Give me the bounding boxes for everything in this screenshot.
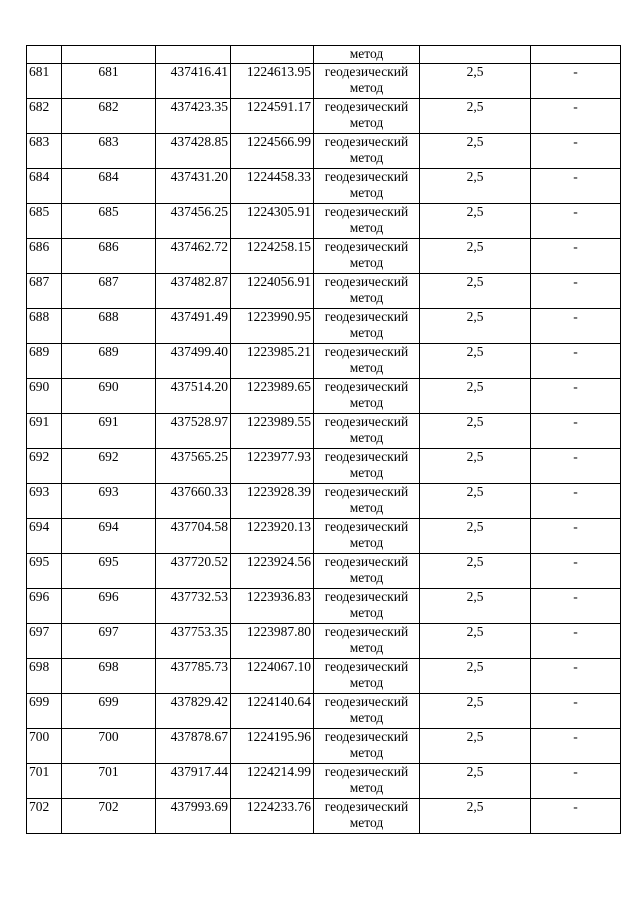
cell-x: 437753.35: [156, 624, 231, 659]
cell-point: 688: [62, 309, 156, 344]
cell-y: 1223985.21: [231, 344, 314, 379]
table-row: [27, 554, 621, 589]
cell-num: 689: [27, 344, 62, 379]
cell-extra: -: [531, 99, 621, 134]
table-row: [27, 624, 621, 659]
cell-y: 1223989.65: [231, 379, 314, 414]
cell-num: 693: [27, 484, 62, 519]
cell-method: [314, 204, 420, 239]
method-line-2: метод: [349, 780, 384, 795]
cell-point: 685: [62, 204, 156, 239]
cell-x: 437720.52: [156, 554, 231, 589]
cell-extra: -: [531, 309, 621, 344]
cell-extra: -: [531, 624, 621, 659]
method-line-1: геодезический: [324, 239, 409, 254]
cell-accuracy: 2,5: [420, 99, 531, 134]
cell-method: [314, 99, 420, 134]
cell-accuracy: 2,5: [420, 799, 531, 834]
cell-point: 698: [62, 659, 156, 694]
method-line-1: геодезический: [324, 659, 409, 674]
cell-extra: -: [531, 554, 621, 589]
table-row: [27, 344, 621, 379]
cell-method: [314, 694, 420, 729]
cell-x: 437431.20: [156, 169, 231, 204]
cell-y: 1224566.99: [231, 134, 314, 169]
cell-extra: -: [531, 414, 621, 449]
cell-y: 1223928.39: [231, 484, 314, 519]
cell-y: 1224305.91: [231, 204, 314, 239]
cell-num: 690: [27, 379, 62, 414]
cell-num: 698: [27, 659, 62, 694]
coordinates-table: [26, 45, 621, 834]
cell-x: 437785.73: [156, 659, 231, 694]
cell-y: 1224613.95: [231, 64, 314, 99]
cell-accuracy: 2,5: [420, 64, 531, 99]
cell-method: [314, 449, 420, 484]
cell-extra: -: [531, 204, 621, 239]
cell-accuracy: 2,5: [420, 344, 531, 379]
cell-point: 702: [62, 799, 156, 834]
cell-x: 437732.53: [156, 589, 231, 624]
cell-point: 683: [62, 134, 156, 169]
method-line-1: геодезический: [324, 449, 409, 464]
cell-accuracy: 2,5: [420, 589, 531, 624]
cell-accuracy: 2,5: [420, 519, 531, 554]
method-line-1: геодезический: [324, 204, 409, 219]
cell-point: 701: [62, 764, 156, 799]
cell-accuracy: 2,5: [420, 309, 531, 344]
cell-extra: -: [531, 799, 621, 834]
cell-num: 682: [27, 99, 62, 134]
cell-x: 437456.25: [156, 204, 231, 239]
method-line-1: геодезический: [324, 169, 409, 184]
cell-extra: -: [531, 64, 621, 99]
cell-y: 1224458.33: [231, 169, 314, 204]
cell-num: 700: [27, 729, 62, 764]
cell-x: 437491.49: [156, 309, 231, 344]
method-line-1: геодезический: [324, 64, 409, 79]
cell-num: 702: [27, 799, 62, 834]
cell-accuracy: 2,5: [420, 379, 531, 414]
cell-num: 694: [27, 519, 62, 554]
cell-extra: -: [531, 484, 621, 519]
cell-accuracy: 2,5: [420, 659, 531, 694]
cell-method: [314, 624, 420, 659]
method-line-2: метод: [349, 185, 384, 200]
cell-x: 437423.35: [156, 99, 231, 134]
table-row: [27, 414, 621, 449]
cell-accuracy: 2,5: [420, 414, 531, 449]
table-row: [27, 379, 621, 414]
method-line-1: геодезический: [324, 694, 409, 709]
cell-x: 437829.42: [156, 694, 231, 729]
method-line-1: геодезический: [324, 99, 409, 114]
table-row: [27, 729, 621, 764]
cell-accuracy: 2,5: [420, 134, 531, 169]
cell-extra: -: [531, 169, 621, 204]
cell-point: 692: [62, 449, 156, 484]
cell-y: 1224140.64: [231, 694, 314, 729]
method-line-2: метод: [349, 815, 384, 830]
cell-y: 1224195.96: [231, 729, 314, 764]
method-line-2: метод: [349, 150, 384, 165]
table-row: [27, 99, 621, 134]
cell-extra: -: [531, 379, 621, 414]
cell-accuracy: 2,5: [420, 729, 531, 764]
cell-num: 685: [27, 204, 62, 239]
table-row: [27, 764, 621, 799]
cell-extra: -: [531, 659, 621, 694]
cell-x: 437565.25: [156, 449, 231, 484]
cell-num: 681: [27, 64, 62, 99]
cell-method: [314, 344, 420, 379]
table-row: [27, 519, 621, 554]
cell-method: [314, 379, 420, 414]
method-line-1: геодезический: [324, 414, 409, 429]
cell-accuracy: 2,5: [420, 204, 531, 239]
cell-method: [314, 484, 420, 519]
cell-num: 701: [27, 764, 62, 799]
method-line-2: метод: [349, 395, 384, 410]
cell-y: 1224233.76: [231, 799, 314, 834]
cell-method: [314, 414, 420, 449]
method-line-1: геодезический: [324, 484, 409, 499]
cell-accuracy: 2,5: [420, 764, 531, 799]
cell-point: 700: [62, 729, 156, 764]
cell-method: [314, 659, 420, 694]
cell-x: 437704.58: [156, 519, 231, 554]
cell-extra: -: [531, 764, 621, 799]
cell-y: 1223936.83: [231, 589, 314, 624]
cell-num: 697: [27, 624, 62, 659]
cell-x: 437499.40: [156, 344, 231, 379]
method-line-1: геодезический: [324, 624, 409, 639]
cell-num: 683: [27, 134, 62, 169]
cell-extra: -: [531, 239, 621, 274]
cell-num: 696: [27, 589, 62, 624]
cell-extra: -: [531, 344, 621, 379]
cell-x: 437528.97: [156, 414, 231, 449]
method-line-2: метод: [349, 430, 384, 445]
cell-y: 1223977.93: [231, 449, 314, 484]
cell-point: 691: [62, 414, 156, 449]
cell-num: 695: [27, 554, 62, 589]
cell-point: 690: [62, 379, 156, 414]
cell-point: 689: [62, 344, 156, 379]
cell-x: 437514.20: [156, 379, 231, 414]
cell-x: 437878.67: [156, 729, 231, 764]
cell-y: 1223924.56: [231, 554, 314, 589]
table-row: [27, 694, 621, 729]
cell-accuracy: [420, 46, 531, 64]
method-line-2: метод: [349, 640, 384, 655]
cell-point: 695: [62, 554, 156, 589]
cell-extra: -: [531, 274, 621, 309]
method-line-2: метод: [349, 500, 384, 515]
cell-method: [314, 169, 420, 204]
method-line-2: метод: [349, 255, 384, 270]
cell-y: 1223990.95: [231, 309, 314, 344]
cell-accuracy: 2,5: [420, 694, 531, 729]
cell-point: 686: [62, 239, 156, 274]
cell-num: 686: [27, 239, 62, 274]
method-line-1: геодезический: [324, 554, 409, 569]
cell-method: метод: [314, 46, 420, 64]
cell-method: [314, 799, 420, 834]
cell-point: 699: [62, 694, 156, 729]
cell-method: [314, 134, 420, 169]
cell-y: 1224591.17: [231, 99, 314, 134]
cell-accuracy: 2,5: [420, 484, 531, 519]
cell-num: [27, 46, 62, 64]
cell-y: 1224067.10: [231, 659, 314, 694]
method-line-1: геодезический: [324, 344, 409, 359]
cell-x: 437660.33: [156, 484, 231, 519]
cell-extra: -: [531, 589, 621, 624]
method-line-1: геодезический: [324, 589, 409, 604]
cell-point: 681: [62, 64, 156, 99]
method-line-2: метод: [349, 220, 384, 235]
cell-accuracy: 2,5: [420, 624, 531, 659]
method-line-2: метод: [349, 325, 384, 340]
table-row: [27, 64, 621, 99]
method-line-2: метод: [349, 80, 384, 95]
method-line-2: метод: [349, 465, 384, 480]
cell-num: 687: [27, 274, 62, 309]
table-row: [27, 309, 621, 344]
method-line-1: геодезический: [324, 729, 409, 744]
cell-point: 682: [62, 99, 156, 134]
method-line-1: геодезический: [324, 764, 409, 779]
cell-point: 693: [62, 484, 156, 519]
cell-point: 694: [62, 519, 156, 554]
cell-y: 1223920.13: [231, 519, 314, 554]
method-line-1: геодезический: [324, 379, 409, 394]
cell-y: 1224258.15: [231, 239, 314, 274]
cell-method: [314, 554, 420, 589]
cell-method: [314, 729, 420, 764]
method-line-1: геодезический: [324, 309, 409, 324]
table-row: [27, 274, 621, 309]
method-line-2: метод: [349, 535, 384, 550]
continuation-row: [27, 46, 621, 64]
cell-point: 687: [62, 274, 156, 309]
cell-y: 1224056.91: [231, 274, 314, 309]
cell-method: [314, 274, 420, 309]
cell-extra: -: [531, 729, 621, 764]
cell-y: 1223987.80: [231, 624, 314, 659]
cell-point: [62, 46, 156, 64]
cell-y: [231, 46, 314, 64]
cell-num: 684: [27, 169, 62, 204]
cell-point: 696: [62, 589, 156, 624]
method-line-2: метод: [349, 710, 384, 725]
cell-method: [314, 764, 420, 799]
table-row: [27, 169, 621, 204]
cell-extra: -: [531, 694, 621, 729]
method-line-1: геодезический: [324, 799, 409, 814]
cell-y: 1224214.99: [231, 764, 314, 799]
cell-x: 437416.41: [156, 64, 231, 99]
cell-extra: -: [531, 519, 621, 554]
cell-x: 437462.72: [156, 239, 231, 274]
cell-x: 437428.85: [156, 134, 231, 169]
cell-extra: -: [531, 449, 621, 484]
cell-extra: [531, 46, 621, 64]
cell-x: 437482.87: [156, 274, 231, 309]
cell-accuracy: 2,5: [420, 274, 531, 309]
table-body: [27, 46, 621, 834]
table-row: [27, 589, 621, 624]
cell-x: [156, 46, 231, 64]
cell-num: 692: [27, 449, 62, 484]
method-line-1: геодезический: [324, 274, 409, 289]
cell-method: [314, 589, 420, 624]
cell-accuracy: 2,5: [420, 554, 531, 589]
table-row: [27, 659, 621, 694]
cell-num: 688: [27, 309, 62, 344]
cell-x: 437993.69: [156, 799, 231, 834]
method-line-1: геодезический: [324, 134, 409, 149]
cell-x: 437917.44: [156, 764, 231, 799]
cell-method: [314, 239, 420, 274]
table-row: [27, 799, 621, 834]
cell-num: 699: [27, 694, 62, 729]
cell-method: [314, 64, 420, 99]
table-row: [27, 239, 621, 274]
method-line-2: метод: [349, 290, 384, 305]
cell-y: 1223989.55: [231, 414, 314, 449]
method-line-2: метод: [349, 675, 384, 690]
table-row: [27, 134, 621, 169]
cell-accuracy: 2,5: [420, 239, 531, 274]
cell-point: 684: [62, 169, 156, 204]
cell-method: [314, 309, 420, 344]
cell-num: 691: [27, 414, 62, 449]
cell-method: [314, 519, 420, 554]
method-line-2: метод: [349, 605, 384, 620]
table-row: [27, 204, 621, 239]
method-line-1: геодезический: [324, 519, 409, 534]
cell-accuracy: 2,5: [420, 449, 531, 484]
cell-extra: -: [531, 134, 621, 169]
table-row: [27, 484, 621, 519]
cell-point: 697: [62, 624, 156, 659]
method-line-2: метод: [349, 570, 384, 585]
method-line-2: метод: [349, 115, 384, 130]
method-line-2: метод: [349, 745, 384, 760]
method-line-2: метод: [349, 360, 384, 375]
cell-accuracy: 2,5: [420, 169, 531, 204]
table-row: [27, 449, 621, 484]
